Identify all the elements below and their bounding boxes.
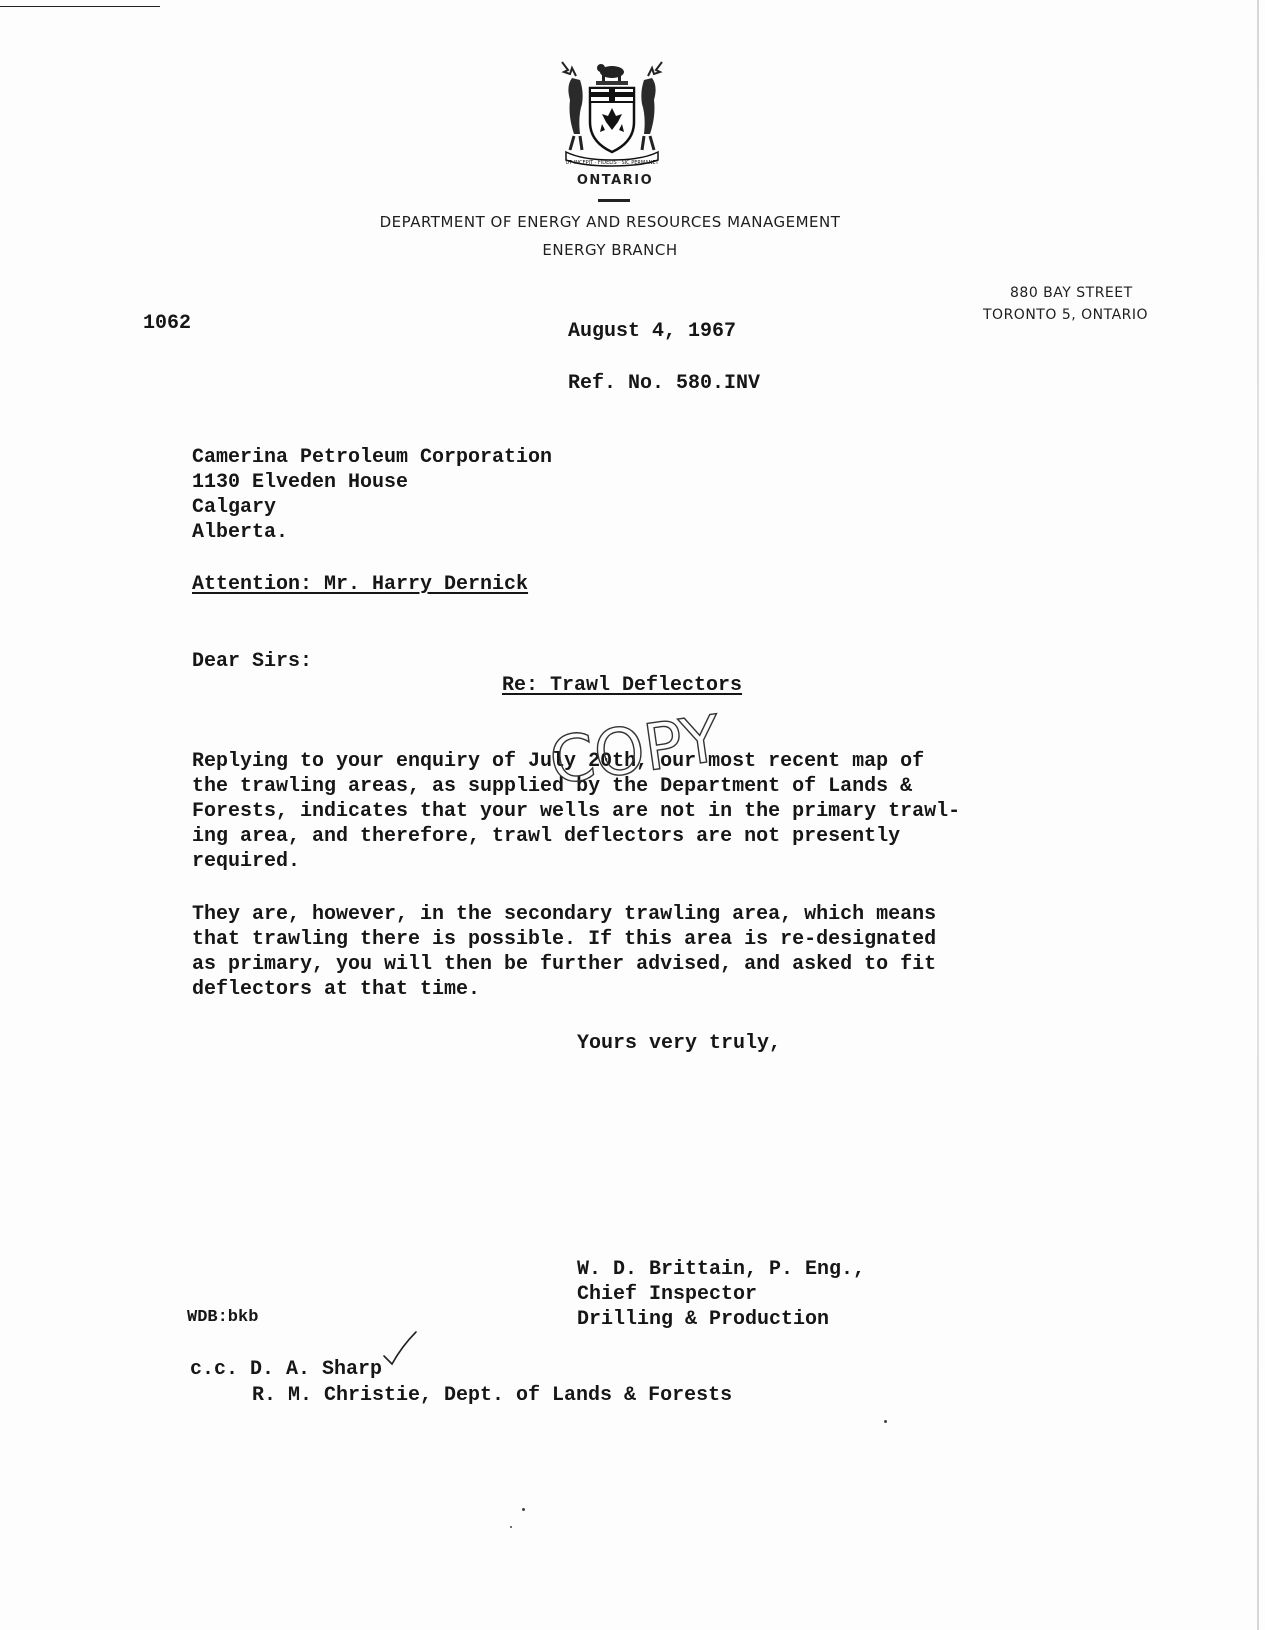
closing: Yours very truly, xyxy=(577,1032,782,1055)
scan-speck xyxy=(884,1420,887,1423)
recipient-line: Calgary xyxy=(192,496,277,519)
salutation: Dear Sirs: xyxy=(192,650,313,673)
attention-line: Attention: Mr. Harry Dernick xyxy=(192,573,529,596)
recipient-line: Alberta. xyxy=(192,521,289,544)
svg-text:UT INCEPIT · FIDELIS · SIC PER: UT INCEPIT · FIDELIS · SIC PERMANET xyxy=(565,160,659,166)
subject-line: Re: Trawl Deflectors xyxy=(502,674,743,697)
paragraph-line: the trawling areas, as supplied by the Department of Lands & xyxy=(192,775,913,798)
paragraph-line: They are, however, in the secondary trawling area, which means xyxy=(192,903,937,926)
signature-title: Chief Inspector xyxy=(577,1283,758,1306)
scan-edge-top xyxy=(0,6,160,7)
copy-stamp-text: COPY xyxy=(545,702,726,800)
carbon-copy-line-1: c.c. D. A. Sharp xyxy=(190,1358,383,1381)
scan-speck xyxy=(522,1508,525,1511)
paragraph-line: ing area, and therefore, trawl deflectors are not presently xyxy=(192,825,901,848)
paragraph-line: Forests, indicates that your wells are not in the primary trawl- xyxy=(192,800,961,823)
letterhead-address-city: TORONTO 5, ONTARIO xyxy=(983,307,1149,323)
typist-initials: WDB:bkb xyxy=(187,1308,259,1327)
ontario-coat-of-arms-icon xyxy=(552,56,672,168)
paragraph-line: Replying to your enquiry of July 20th, our most recent map of xyxy=(192,750,925,773)
letterhead-address-street: 880 BAY STREET xyxy=(1010,285,1133,301)
letterhead-branch: ENERGY BRANCH xyxy=(542,241,678,259)
recipient-address xyxy=(192,446,552,546)
letterhead-province: ONTARIO xyxy=(576,173,654,188)
signature-block xyxy=(577,1258,865,1333)
carbon-copy-line-2: R. M. Christie, Dept. of Lands & Forests xyxy=(252,1384,733,1407)
paragraph-line: that trawling there is possible. If this area is re-designated xyxy=(192,928,937,951)
scan-edge-right xyxy=(1257,0,1259,1630)
letterhead-divider xyxy=(598,199,630,202)
file-number: 1062 xyxy=(143,312,192,335)
signature-division: Drilling & Production xyxy=(577,1308,830,1331)
copy-stamp xyxy=(520,690,750,800)
recipient-line: Camerina Petroleum Corporation xyxy=(192,446,553,469)
recipient-line: 1130 Elveden House xyxy=(192,471,409,494)
letterhead-department: DEPARTMENT OF ENERGY AND RESOURCES MANAGEMENT xyxy=(379,213,841,231)
reference-number: Ref. No. 580.INV xyxy=(568,372,761,395)
paragraph-line: as primary, you will then be further advised, and asked to fit xyxy=(192,953,937,976)
paragraph-line: deflectors at that time. xyxy=(192,978,481,1001)
paragraph-line: required. xyxy=(192,850,301,873)
signature-name: W. D. Brittain, P. Eng., xyxy=(577,1258,866,1281)
letter-date: August 4, 1967 xyxy=(568,320,737,343)
body-paragraph-2 xyxy=(192,903,936,1003)
scan-speck xyxy=(510,1526,512,1528)
checkmark-icon xyxy=(380,1330,420,1370)
